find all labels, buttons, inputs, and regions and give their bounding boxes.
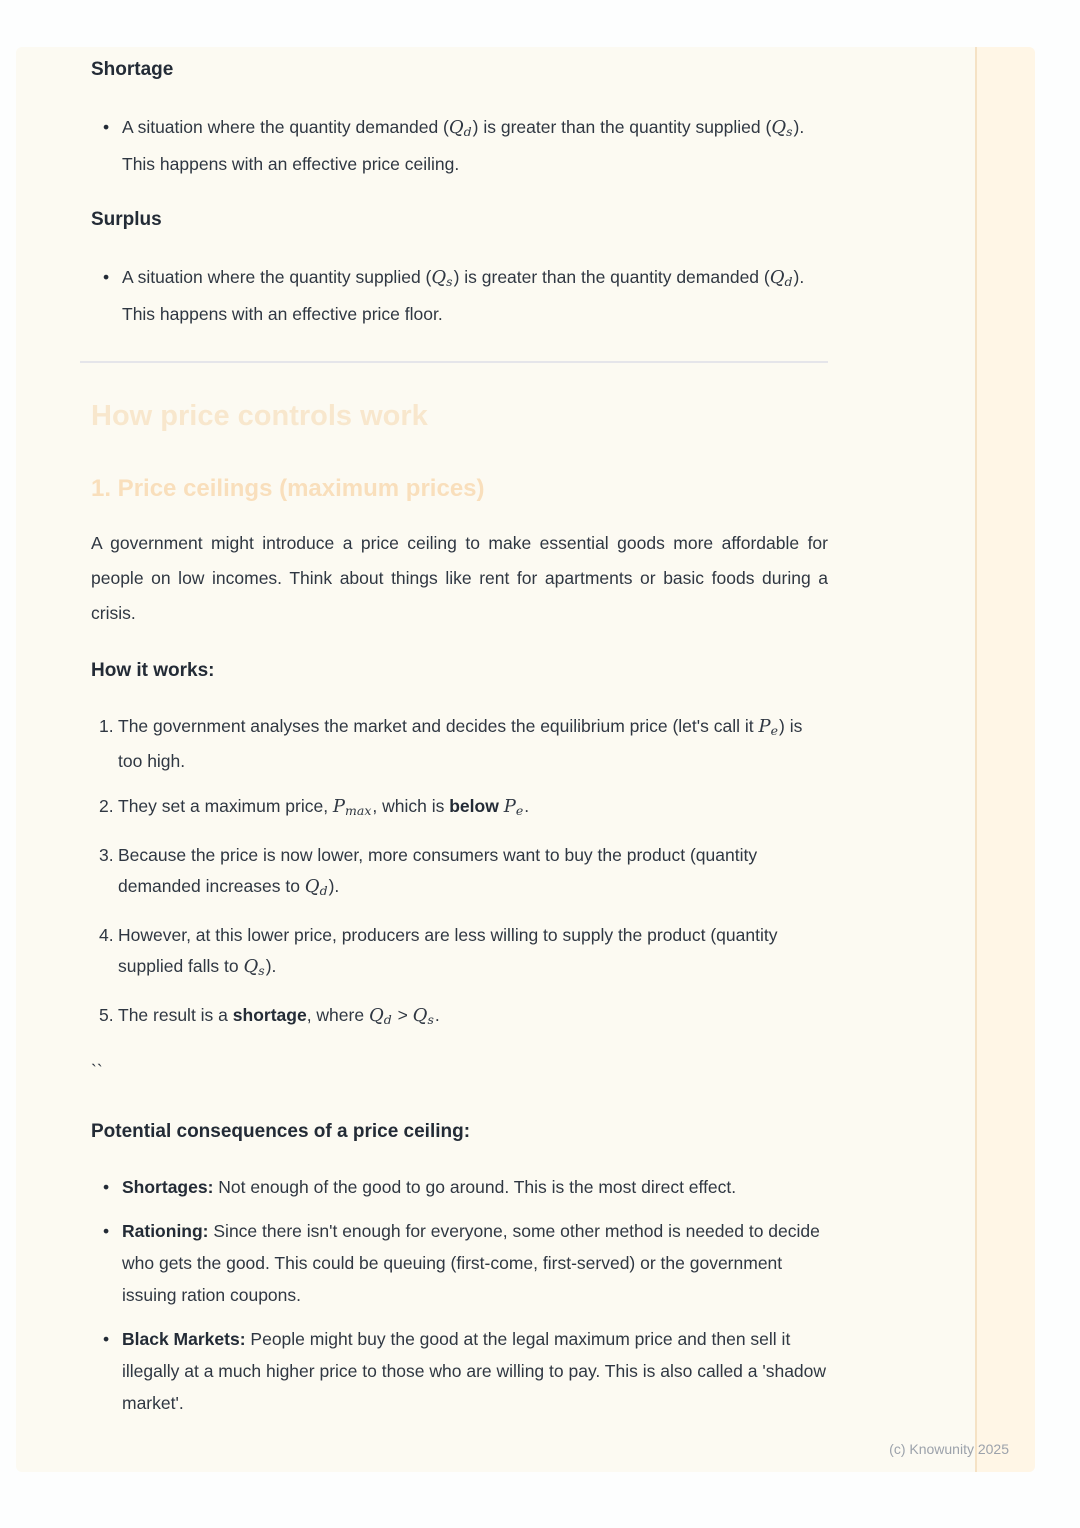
step-item: [91, 920, 828, 986]
heading-price-ceilings: 1. Price ceilings (maximum prices): [91, 475, 485, 502]
heading-how-it-works: How it works:: [91, 660, 215, 681]
notes-page: [16, 47, 1035, 1472]
step-number: 4.: [99, 925, 114, 945]
list-item: [91, 261, 828, 330]
heading-consequences: Potential consequences of a price ceiling:: [91, 1121, 471, 1142]
step-item: [91, 1000, 828, 1035]
list-item: [91, 111, 828, 180]
shortage-list: [91, 111, 828, 180]
consequences-list: [91, 1171, 828, 1419]
step-text: They set a maximum price, Pmax, which is below Pe.: [118, 796, 530, 818]
list-item-text: Shortages: Not enough of the good to go around. This is the most direct effect.: [122, 1177, 737, 1197]
list-item: [91, 1323, 828, 1419]
section-divider: [80, 361, 828, 363]
step-text: However, at this lower price, producers are less willing to supply the product (quantity supplied falls to Qs).: [118, 925, 778, 978]
list-item-text: A situation where the quantity demanded (Qd) is greater than the quantity supplied (Qs). This happens with an effective price ceiling.: [122, 117, 805, 174]
list-item-text: Black Markets: People might buy the good at the legal maximum price and then sell it illegally at a much higher price to those who are willing to pay. This is also called a 'shadow market'.: [122, 1329, 827, 1413]
list-item: [91, 1171, 828, 1203]
intro-paragraph: A government might introduce a price ceiling to make essential goods more affordable for people on low incomes. Think about things like rent for apartments or basic foods during a crisis.: [91, 533, 828, 623]
heading-surplus: Surplus: [91, 209, 162, 230]
step-item: [91, 711, 828, 777]
step-number: 2.: [99, 796, 114, 816]
step-text: Because the price is now lower, more consumers want to buy the product (quantity demanded increases to Qd).: [118, 845, 758, 898]
step-text: The result is a shortage, where Qd > Qs.: [118, 1005, 440, 1027]
list-item-text: Rationing: Since there isn't enough for everyone, some other method is needed to decide who gets the good. This could be queuing (first-come, first-served) or the government issuing ration coupons.: [122, 1221, 820, 1305]
bullet-icon: •: [103, 1177, 110, 1197]
step-text: The government analyses the market and decides the equilibrium price (let's call it Pe) is too high.: [118, 716, 803, 771]
bullet-icon: •: [103, 1329, 110, 1349]
step-item: [91, 840, 828, 906]
step-number: 5.: [99, 1005, 114, 1025]
list-item: [91, 1215, 828, 1311]
stray-backticks: ``: [91, 1061, 103, 1081]
page-margin-strip: [975, 47, 1035, 1472]
bullet-icon: •: [103, 117, 110, 137]
list-item-text: A situation where the quantity supplied (Qs) is greater than the quantity demanded (Qd). This happens with an effective price floor.: [122, 267, 805, 324]
step-number: 3.: [99, 845, 114, 865]
bullet-icon: •: [103, 267, 110, 287]
surplus-list: [91, 261, 828, 330]
copyright-footer: (c) Knowunity 2025: [889, 1441, 1009, 1457]
step-item: [91, 791, 828, 826]
step-number: 1.: [99, 716, 114, 736]
heading-shortage: Shortage: [91, 59, 174, 80]
page-content: [91, 47, 828, 1419]
steps-list: [91, 711, 828, 1035]
bullet-icon: •: [103, 1221, 110, 1241]
heading-how-price-controls-work: How price controls work: [91, 400, 428, 432]
